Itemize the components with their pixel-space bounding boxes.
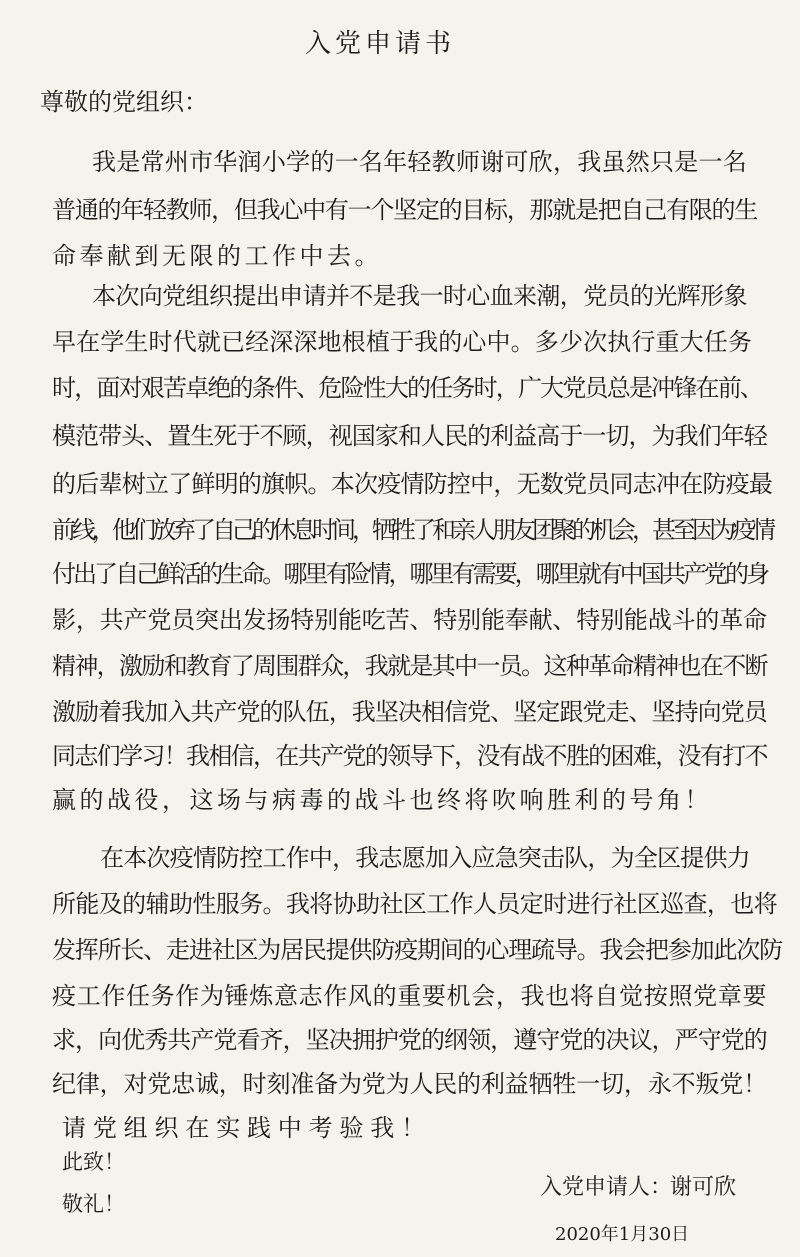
letter-line: 的后辈树立了鲜明的旗帜。本次疫情防控中，无数党员同志冲在防疫最	[52, 470, 773, 498]
letter-line: 影，共产党员突出发扬特别能吃苦、特别能奉献、特别能战斗的革命	[52, 606, 767, 634]
letter-line: 早在学生时代就已经深深地根植于我的心中。多少次执行重大任务	[52, 328, 753, 356]
letter-line: 本次向党组织提出申请并不是我一时心血来潮，党员的光辉形象	[92, 282, 747, 310]
letter-line: 时，面对艰苦卓绝的条件、危险性大的任务时，广大党员总是冲锋在前、	[52, 374, 763, 402]
letter-line: 付出了自己鲜活的生命。哪里有险情，哪里有需要，哪里就有中国共产党的身	[52, 560, 768, 588]
letter-line: 精神，激励和教育了周围群众，我就是其中一员。这种革命精神也在不断	[52, 652, 767, 680]
letter-line: 前线，他们放弃了自己的休息时间，牺牲了和亲人朋友团聚的机会，甚至因为疫情	[52, 516, 772, 544]
letter-line: 赢的战役，这场与病毒的战斗也终将吹响胜利的号角！	[52, 786, 712, 814]
letter-line: 命奉献到无限的工作中去。	[52, 242, 382, 270]
signature-name: 谢可欣	[670, 1175, 737, 1200]
date: 2020年1月30日	[555, 1224, 690, 1245]
closing-line: 敬礼！	[62, 1192, 125, 1216]
letter-line: 发挥所长、走进社区为居民提供防疫期间的心理疏导。我会把参加此次防	[52, 936, 782, 964]
salutation: 尊敬的党组织：	[40, 88, 208, 116]
closing-line: 此致！	[62, 1150, 125, 1174]
letter-line: 模范带头、置生死于不顾，视国家和人民的利益高于一切，为我们年轻	[52, 422, 767, 450]
letter-line: 普通的年轻教师，但我心中有一个坚定的目标，那就是把自己有限的生	[52, 196, 757, 224]
letter-line: 疫工作任务作为锤炼意志作风的重要机会，我也将自觉按照党章要	[52, 982, 768, 1010]
letter-line: 纪律，对党忠诚，时刻准备为党为人民的利益牺牲一切，永不叛党！	[52, 1070, 767, 1098]
page-title: 入党申请书	[304, 29, 455, 59]
letter-line: 所能及的辅助性服务。我将协助社区工作人员定时进行社区巡查，也将	[52, 890, 778, 918]
letter-line: 同志们学习！我相信，在共产党的领导下，没有战不胜的困难，没有打不	[52, 742, 767, 770]
letter-line: 我是常州市华润小学的一名年轻教师谢可欣，我虽然只是一名	[92, 148, 748, 176]
signature-label: 入党申请人：	[540, 1175, 673, 1200]
letter-line: 请党组织在实践中考验我！	[62, 1114, 432, 1142]
letter-line: 在本次疫情防控工作中，我志愿加入应急突击队，为全区提供力	[100, 844, 750, 872]
letter-line: 求，向优秀共产党看齐，坚决拥护党的纲领，遵守党的决议，严守党的	[52, 1026, 767, 1054]
letter-line: 激励着我加入共产党的队伍，我坚决相信党、坚定跟党走、坚持向党员	[52, 698, 767, 726]
